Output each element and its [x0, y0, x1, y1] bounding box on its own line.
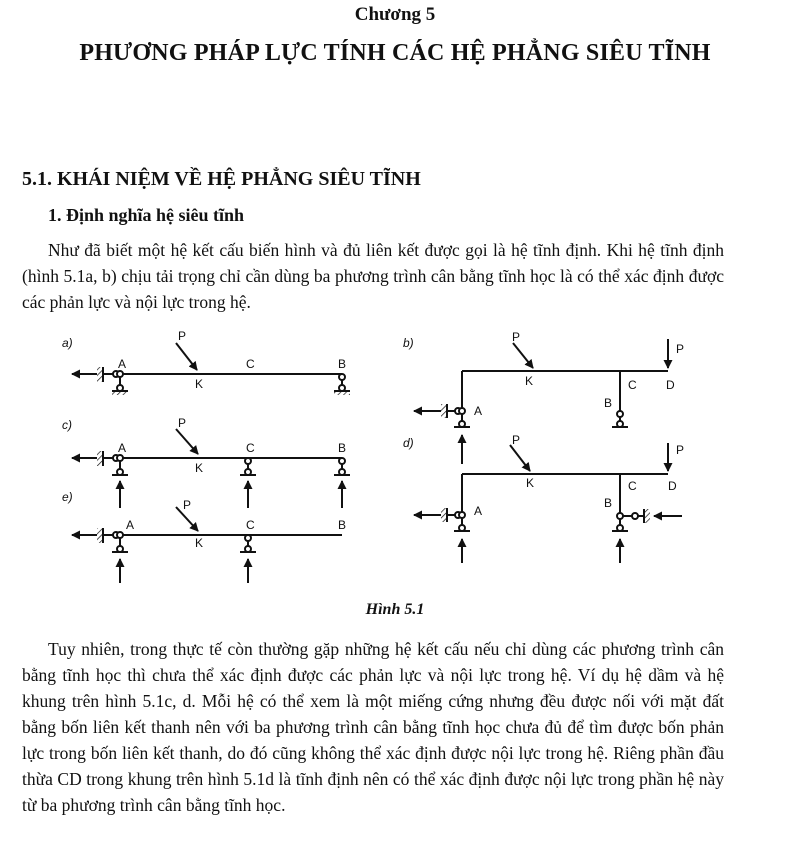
frame-d — [414, 443, 685, 563]
section-heading: 5.1. KHÁI NIỆM VỀ HỆ PHẲNG SIÊU TĨNH — [22, 168, 421, 190]
load-p-label: P — [512, 330, 521, 344]
frame-b — [414, 339, 668, 464]
point-c-label: C — [246, 357, 255, 371]
load-p-label: P — [178, 329, 187, 343]
paragraph-definition: Như đã biết một hệ kết cấu biến hình và đủ liên kết được gọi là hệ tĩnh định. Khi hệ tĩnh định (hình 5.1a, b) chịu tải trọng chỉ cần dùng ba phương trình cân bằng tĩnh học là có thể xác định được các phản lực và nội lực trong hệ. — [22, 240, 724, 312]
point-a-label: A — [126, 518, 135, 532]
paragraph-statically-indeterminate: Tuy nhiên, trong thực tế còn thường gặp những hệ kết cấu nếu chỉ dùng các phương trình cân bằng tĩnh học thì chưa thể xác định được các phản lực và nội lực trong hệ. Ví dụ hệ dầm và hệ khung trên hình 5.1c, d. Mỗi hệ có thể xem là một miếng cứng nhưng đều được nối với mặt đất bằng bốn liên kết thanh nên với ba phương trình cân bằng tĩnh học chưa đủ để tìm được bốn phản lực trong bốn liên kết thanh, do đó cũng không thể xác định được nội lực trong hệ. Riêng phần đầu thừa CD trong khung trên hình 5.1d là tĩnh định nên có thể xác định được nội lực trong phần hệ này từ ba phương trình cân bằng tĩnh học. — [22, 639, 724, 815]
point-c-label: C — [628, 479, 637, 493]
subsection-heading: 1. Định nghĩa hệ siêu tĩnh — [48, 205, 245, 225]
fig-label-d: d) — [403, 436, 414, 450]
figure-caption: Hình 5.1 — [365, 601, 425, 618]
point-a-label: A — [474, 404, 483, 418]
point-b-label: B — [604, 496, 613, 510]
beam-a — [72, 343, 350, 395]
fig-label-b: b) — [403, 336, 414, 350]
point-d-label: D — [668, 479, 677, 493]
point-k-label: K — [195, 461, 204, 475]
point-b-label: B — [604, 396, 613, 410]
load-p-label: P — [183, 498, 192, 512]
point-c-label: C — [246, 518, 255, 532]
load-p-label: P — [676, 443, 685, 457]
fig-label-c: c) — [62, 418, 72, 432]
load-p-label: P — [512, 433, 521, 447]
load-p-label: P — [676, 342, 685, 356]
point-k-label: K — [525, 374, 534, 388]
point-c-label: C — [628, 378, 637, 392]
fig-label-a: a) — [62, 336, 73, 350]
point-k-label: K — [526, 476, 535, 490]
beam-e — [72, 507, 342, 583]
point-b-label: B — [338, 357, 347, 371]
point-d-label: D — [666, 378, 675, 392]
point-c-label: C — [246, 441, 255, 455]
fig-label-e: e) — [62, 490, 73, 504]
point-a-label: A — [118, 357, 127, 371]
chapter-heading: Chương 5 — [354, 4, 436, 25]
point-b-label: B — [338, 518, 347, 532]
point-k-label: K — [195, 377, 204, 391]
beam-c — [72, 429, 350, 508]
chapter-title: PHƯƠNG PHÁP LỰC TÍNH CÁC HỆ PHẲNG SIÊU TĨNH — [79, 40, 711, 66]
point-b-label: B — [338, 441, 347, 455]
point-a-label: A — [474, 504, 483, 518]
point-k-label: K — [195, 536, 204, 550]
structural-diagram-figure — [0, 325, 790, 595]
point-a-label: A — [118, 441, 127, 455]
load-p-label: P — [178, 416, 187, 430]
